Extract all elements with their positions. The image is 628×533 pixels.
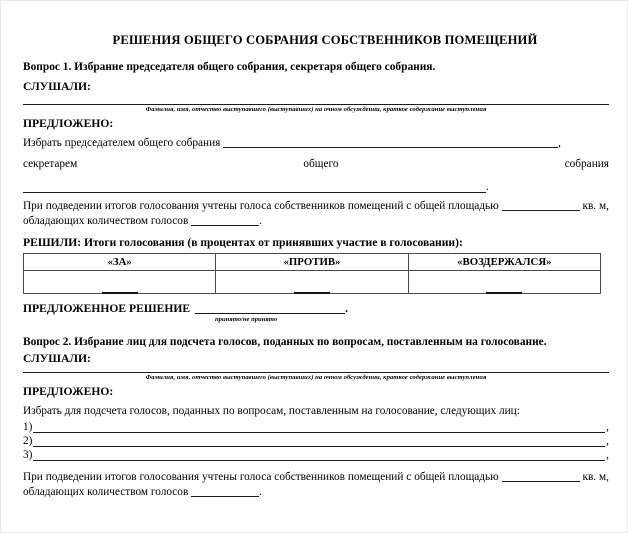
speaker-caption-q1: Фамилия, имя, отчество выступавшего (выступавших) на очном обсуждении, краткое содержание выступления [145,106,487,113]
tally-text-part1-q1: При подведении итогов голосования учтены голоса собственников помещений с общей площадью [23,200,499,213]
vote-blank-mark-for [102,292,138,294]
vote-blank-mark-abstained [486,292,522,294]
heard-label-q1: СЛУШАЛИ: [23,80,91,93]
page-title: РЕШЕНИЯ ОБЩЕГО СОБРАНИЯ СОБСТВЕННИКОВ ПОМЕЩЕНИЙ [112,33,538,47]
table-header-row [24,253,601,270]
list-item-1-blank[interactable] [33,421,605,433]
tally-paragraph-q1 [23,199,609,229]
list-item-3-blank[interactable] [33,449,605,461]
secretary-proposal-line [23,157,609,172]
column-header-abstained: «ВОЗДЕРЖАЛСЯ» [408,253,600,270]
document-sheet [23,1,609,533]
vote-cell-against[interactable] [216,270,408,293]
speaker-caption-q2: Фамилия, имя, отчество выступавшего (выступавших) на очном обсуждении, краткое содержание выступления [145,373,487,381]
chair-proposal-text: Избрать председателем общего собрания [23,137,221,150]
votes-count-blank-q2[interactable] [191,496,259,497]
list-item [23,449,609,461]
proposed-label-q1: ПРЕДЛОЖЕНО: [23,117,114,131]
list-item-1-tail: , [606,421,609,434]
tally-text-part2-q2: кв. м, обладающих количеством голосов [23,471,609,498]
votes-results-table [23,253,601,294]
heard-blank-q1[interactable] [23,93,609,105]
tally-period-q2: . [259,485,262,498]
column-header-against: «ПРОТИВ» [216,253,408,270]
list-item [23,421,609,433]
secretary-name-blank[interactable] [23,192,486,193]
chair-proposal-line [23,136,609,151]
list-item-3-number: 3) [23,449,33,462]
votes-count-blank-q1[interactable] [191,225,259,226]
resolved-line-q1 [23,236,609,249]
resolved-text-q1: Итоги голосования (в процентах от принявших участие в голосовании): [81,235,463,249]
list-item [23,435,609,447]
secretary-word-3: собрания [564,158,609,171]
heard-label-q2: СЛУШАЛИ: [23,351,91,365]
question-2-heading: Вопрос 2. Избрание лиц для подсчета голосов, поданных по вопросам, поставленным на голосование. [23,335,547,348]
list-item-2-blank[interactable] [33,435,605,447]
secretary-name-blank-row [23,181,609,193]
proposed-decision-label-q1: ПРЕДЛОЖЕННОЕ РЕШЕНИЕ [23,301,191,315]
column-header-for: «ЗА» [24,253,216,270]
vote-blank-mark-against [294,292,330,294]
list-item-3-tail: , [606,449,609,462]
list-item-2-tail: , [606,435,609,448]
tally-text-part2-q1: кв. м, обладающих количеством голосов [23,200,609,227]
area-blank-q2[interactable] [502,481,580,482]
tally-text-part1-q2: При подведении итогов голосования учтены голоса собственников помещений с общей площадью [23,471,499,484]
secretary-word-2: общего [303,158,339,171]
heard-blank-rule-q2 [23,372,609,373]
secretary-proposal-period: . [486,181,489,194]
list-item-2-number: 2) [23,435,33,448]
vote-cell-for[interactable] [24,270,216,293]
proposed-decision-row-q1 [23,302,609,315]
question-1-heading: Вопрос 1. Избрание председателя общего собрания, секретаря общего собрания. [23,61,436,73]
heard-blank-rule-q1 [23,104,609,105]
decision-caption-q1: принято/не принято [215,315,278,323]
table-row [24,270,601,293]
proposed-decision-blank-q1[interactable] [195,313,345,314]
list-item-1-number: 1) [23,421,33,434]
counters-proposal-intro: Избрать для подсчета голосов, поданных по вопросам, поставленным на голосование, следующих лиц: [23,405,520,418]
tally-paragraph-q2 [23,470,609,500]
proposed-decision-period-q1: . [345,301,349,315]
heard-blank-q2[interactable] [23,365,609,373]
chair-name-blank[interactable] [223,147,558,148]
tally-period-q1: . [259,214,262,227]
proposed-label-q2: ПРЕДЛОЖЕНО: [23,385,114,399]
resolved-label-q1: РЕШИЛИ: [23,235,82,249]
area-blank-q1[interactable] [502,210,580,211]
chair-proposal-comma: , [558,137,561,150]
secretary-word-1: секретарем [23,158,78,171]
vote-cell-abstained[interactable] [408,270,600,293]
